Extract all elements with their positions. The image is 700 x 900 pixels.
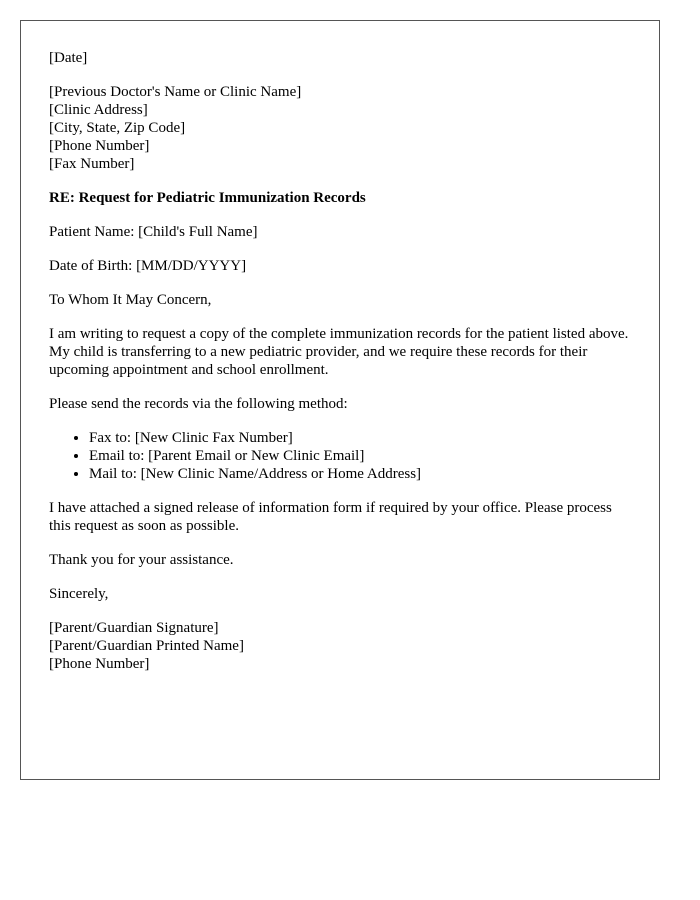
recipient-city-state-zip: [City, State, Zip Code] xyxy=(49,120,186,136)
recipient-name: [Previous Doctor's Name or Clinic Name] xyxy=(49,84,302,100)
letter-subject: RE: Request for Pediatric Immunization Records xyxy=(49,190,366,206)
thank-you-line: Thank you for your assistance. xyxy=(49,552,234,568)
delivery-method-fax: • Fax to: [New Clinic Fax Number] xyxy=(89,429,631,447)
recipient-fax: [Fax Number] xyxy=(49,156,135,172)
recipient-phone: [Phone Number] xyxy=(49,138,150,154)
signature-block xyxy=(49,619,631,673)
patient-date-of-birth: Date of Birth: [MM/DD/YYYY] xyxy=(49,258,247,274)
signature-phone-line: [Phone Number] xyxy=(49,656,150,672)
printed-name-line: [Parent/Guardian Printed Name] xyxy=(49,638,244,654)
patient-name: Patient Name: [Child's Full Name] xyxy=(49,224,258,240)
closing: Sincerely, xyxy=(49,586,109,602)
body-paragraph-request: I am writing to request a copy of the complete immunization records for the patient listed above. My child is transferring to a new pediatric provider, and we require these records for their upcoming appointment and school enrollment. xyxy=(49,326,629,378)
recipient-address-block xyxy=(49,83,631,173)
recipient-address: [Clinic Address] xyxy=(49,102,148,118)
delivery-method-list xyxy=(49,429,631,483)
body-paragraph-release: I have attached a signed release of information form if required by your office. Please process this request as soon as possible. xyxy=(49,500,612,534)
body-paragraph-method: Please send the records via the following method: xyxy=(49,396,348,412)
delivery-method-mail: • Mail to: [New Clinic Name/Address or Home Address] xyxy=(89,465,631,483)
delivery-method-email: • Email to: [Parent Email or New Clinic Email] xyxy=(89,447,631,465)
signature-line: [Parent/Guardian Signature] xyxy=(49,620,219,636)
letter-page xyxy=(20,20,660,780)
letter-date: [Date] xyxy=(49,50,88,66)
salutation: To Whom It May Concern, xyxy=(49,292,212,308)
